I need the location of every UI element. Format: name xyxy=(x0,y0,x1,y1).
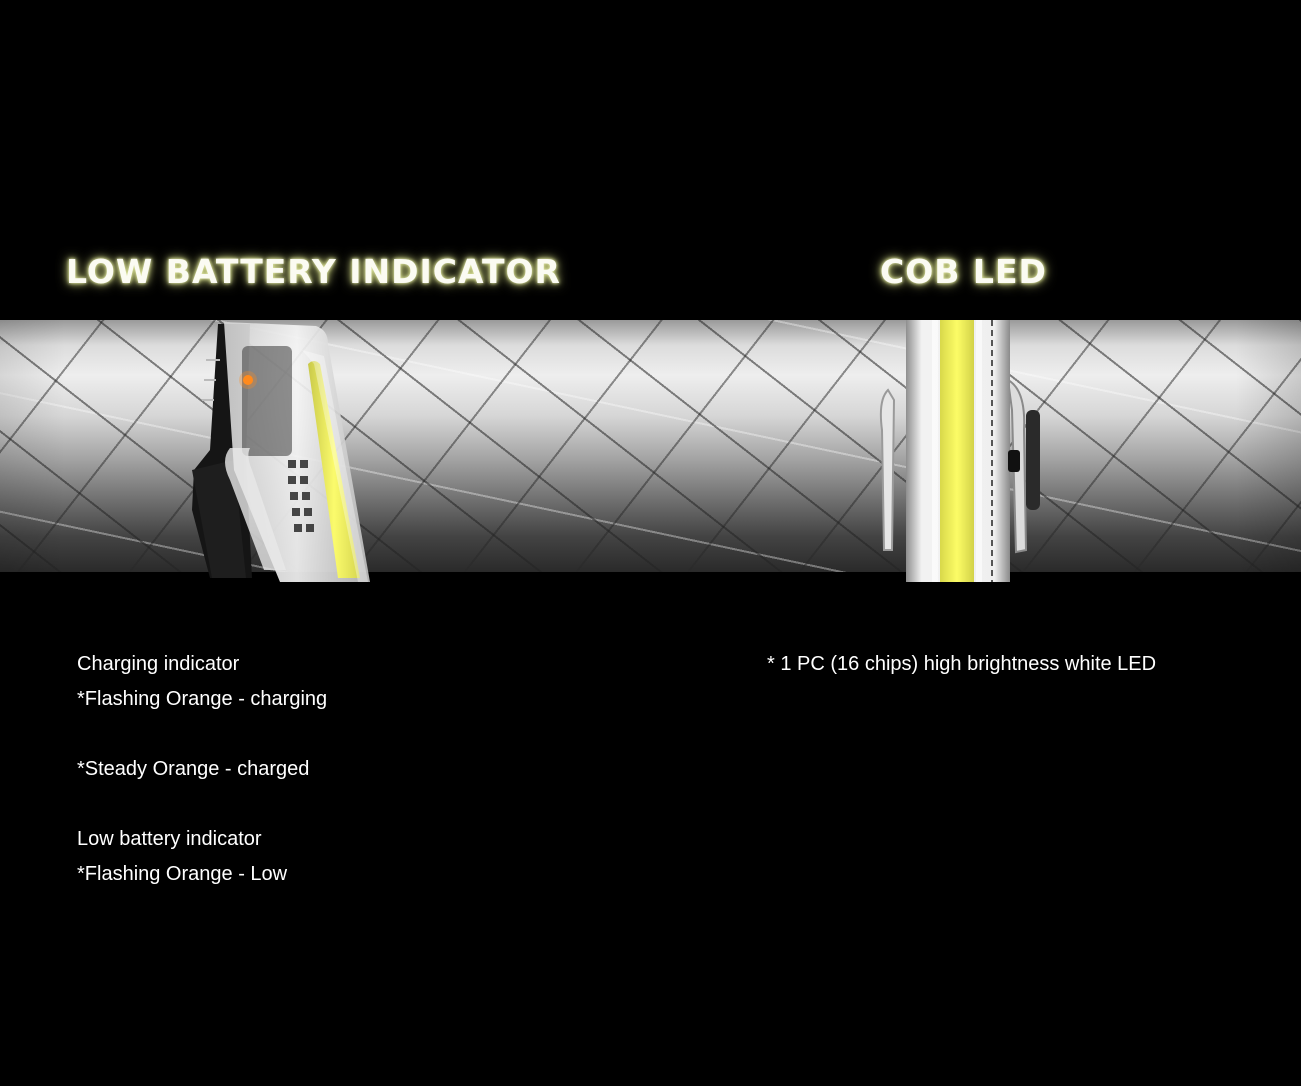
bike-light-side-view-image xyxy=(190,320,380,582)
cob-led-description xyxy=(767,647,1156,682)
heading-low-battery-indicator: LOW BATTERY INDICATOR xyxy=(66,252,561,291)
led-spec-text: * 1 PC (16 chips) high brightness white LED xyxy=(767,653,1157,675)
flashing-orange-low-text: *Flashing Orange - Low xyxy=(77,863,288,885)
flashing-orange-charging-text: *Flashing Orange - charging xyxy=(77,688,328,710)
spacer xyxy=(77,717,327,752)
steady-orange-charged-text: *Steady Orange - charged xyxy=(77,758,310,780)
heading-cob-led: COB LED xyxy=(880,252,1047,291)
low-battery-indicator-label: Low battery indicator xyxy=(77,828,262,850)
spacer xyxy=(77,787,327,822)
bike-light-front-view-image xyxy=(876,320,1046,582)
low-battery-description xyxy=(77,647,327,892)
charging-indicator-label: Charging indicator xyxy=(77,653,240,675)
